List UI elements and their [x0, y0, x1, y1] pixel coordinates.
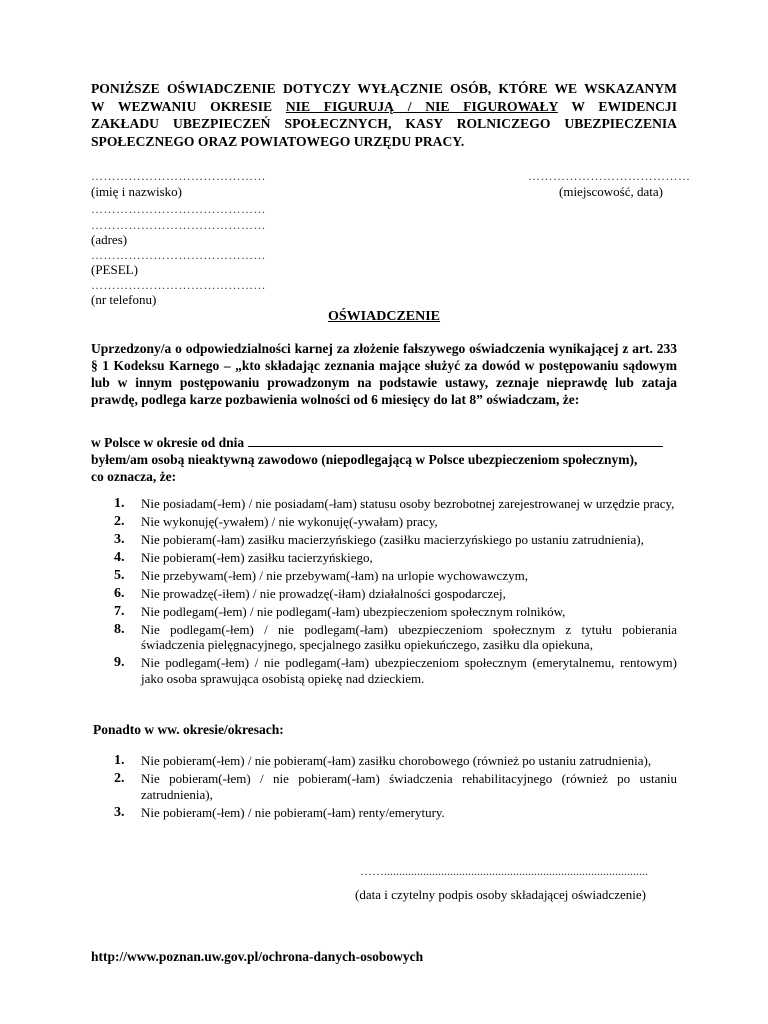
list-item-number: 4. [114, 549, 125, 565]
header-text: W EWIDENCJI [557, 98, 677, 114]
address-dotted-line: …………………………………… [91, 202, 266, 216]
list-item-text: Nie prowadzę(-iłem) / nie prowadzę(-iłam) działalności gospodarczej, [141, 585, 506, 601]
list-item-number: 6. [114, 585, 125, 601]
date-blank-line [248, 434, 663, 447]
intro-paragraph: Uprzedzony/a o odpowiedzialności karnej za złożenie fałszywego oświadczenia wynikającej z art. 233 § 1 Kodeksu Karnego – „kto składając zeznania mające służyć za dowód w postępowaniu sądowym lub w innym postępowaniu prowadzonym na podstawie ustawy, zeznaje nieprawdę lub zataja prawdę, podlega karze pozbawienia wolności od 6 miesięcy do lat 8” oświadczam, że: [91, 341, 677, 407]
header-text: W WEZWANIU OKRESIE [91, 98, 286, 114]
name-label: (imię i nazwisko) [91, 184, 182, 199]
address-label: (adres) [91, 232, 128, 247]
list-item [114, 514, 677, 530]
phone-label: (nr telefonu) [91, 292, 157, 307]
list-item-number: 1. [114, 753, 125, 768]
list-item-text: Nie podlegam(-łem) / nie podlegam(-łam) ubezpieczeniom społecznym rolników, [141, 603, 566, 619]
list-item-text: Nie pobieram(-łem) zasiłku tacierzyńskiego, [141, 549, 373, 565]
list-item-text: Nie podlegam(-łem) / nie podlegam(-łam) ubezpieczeniom społecznym z tytułu pobierania świadczenia pielęgnacyjnego, specjalnego zasiłku opiekuńczego, zasiłku dla opiekuna, [141, 621, 677, 653]
name-dotted-line: …………………………………… [91, 169, 266, 183]
list-item-number: 3. [114, 804, 125, 820]
signature-caption: (data i czytelny podpis osoby składającej oświadczenie) [355, 887, 646, 902]
declaration-list [114, 496, 677, 689]
document-title: OŚWIADCZENIE [327, 309, 441, 324]
list-item [114, 496, 677, 512]
list-item-number: 8. [114, 621, 125, 637]
list-item [114, 532, 677, 548]
list-item-text: Nie przebywam(-łem) / nie przebywam(-łam) na urlopie wychowawczym, [141, 567, 528, 583]
header-underlined-text: NIE FIGURUJĄ / NIE FIGUROWAŁY [285, 98, 558, 114]
list-item-number: 1. [114, 496, 125, 511]
list-item [114, 568, 677, 584]
period-label: w Polsce w okresie od dnia [91, 435, 245, 450]
list-item [114, 604, 677, 620]
list-item [114, 550, 677, 566]
list-item-text: Nie pobieram(-łem) / nie pobieram(-łam) świadczenia rehabilitacyjnego (również po ustaniu zatrudnienia), [141, 770, 677, 802]
list-item-number: 2. [114, 770, 125, 786]
list-item-number: 3. [114, 531, 125, 547]
list-item-text: Nie pobieram(-łam) zasiłku macierzyńskiego (zasiłku macierzyńskiego po ustaniu zatrudnienia), [141, 531, 644, 547]
phone-dotted-line: …………………………………… [91, 278, 266, 292]
footer-url: http://www.poznan.uw.gov.pl/ochrona-danych-osobowych [91, 949, 424, 964]
list-item [114, 655, 677, 686]
notice-header [91, 80, 677, 150]
place-date-label: (miejscowość, data) [559, 184, 663, 199]
subheading: Ponadto w ww. okresie/okresach: [93, 722, 284, 737]
pesel-label: (PESEL) [91, 262, 138, 277]
additional-declaration-list [114, 753, 677, 823]
period-statement [91, 434, 677, 485]
header-line: ZAKŁADU UBEZPIECZEŃ SPOŁECZNYCH, KASY ROLNICZEGO UBEZPIECZENIA [91, 116, 677, 131]
list-item-text: Nie wykonuję(-ywałem) / nie wykonuję(-ywałam) pracy, [141, 513, 438, 529]
list-item [114, 805, 677, 821]
period-line: byłem/am osobą nieaktywną zawodowo (niepodlegającą w Polsce ubezpieczeniom społecznym), [91, 452, 638, 467]
list-item-number: 7. [114, 603, 125, 619]
list-item-number: 2. [114, 513, 125, 529]
list-item-text: Nie podlegam(-łem) / nie podlegam(-łam) ubezpieczeniom społecznym (emerytalnemu, rentowym) jako osoba sprawująca osobistą opiekę nad dzieckiem. [141, 655, 677, 687]
list-item [114, 753, 677, 769]
list-item [114, 586, 677, 602]
list-item-text: Nie posiadam(-łem) / nie posiadam(-łam) statusu osoby bezrobotnej zarejestrowanej w urzędzie pracy, [141, 496, 675, 511]
signature-dotted-line: ……........................................................................................ [360, 864, 648, 878]
list-item-number: 9. [114, 655, 125, 671]
header-line: PONIŻSZE OŚWIADCZENIE DOTYCZY WYŁĄCZNIE OSÓB, KTÓRE WE WSKAZANYM [91, 81, 677, 96]
period-line [91, 434, 677, 451]
list-item [114, 771, 677, 802]
list-item [114, 622, 677, 653]
header-line [91, 98, 677, 116]
address-dotted-line: …………………………………… [91, 218, 266, 232]
pesel-dotted-line: …………………………………… [91, 248, 266, 262]
place-date-dotted-line: ………………………………… [528, 169, 691, 183]
list-item-text: Nie pobieram(-łem) / nie pobieram(-łam) renty/emerytury. [141, 804, 445, 820]
list-item-text: Nie pobieram(-łem) / nie pobieram(-łam) zasiłku chorobowego (również po ustaniu zatrudnienia), [141, 753, 652, 768]
period-line: co oznacza, że: [91, 469, 177, 484]
header-line: SPOŁECZNEGO ORAZ POWIATOWEGO URZĘDU PRACY. [91, 133, 465, 149]
list-item-number: 5. [114, 567, 125, 583]
